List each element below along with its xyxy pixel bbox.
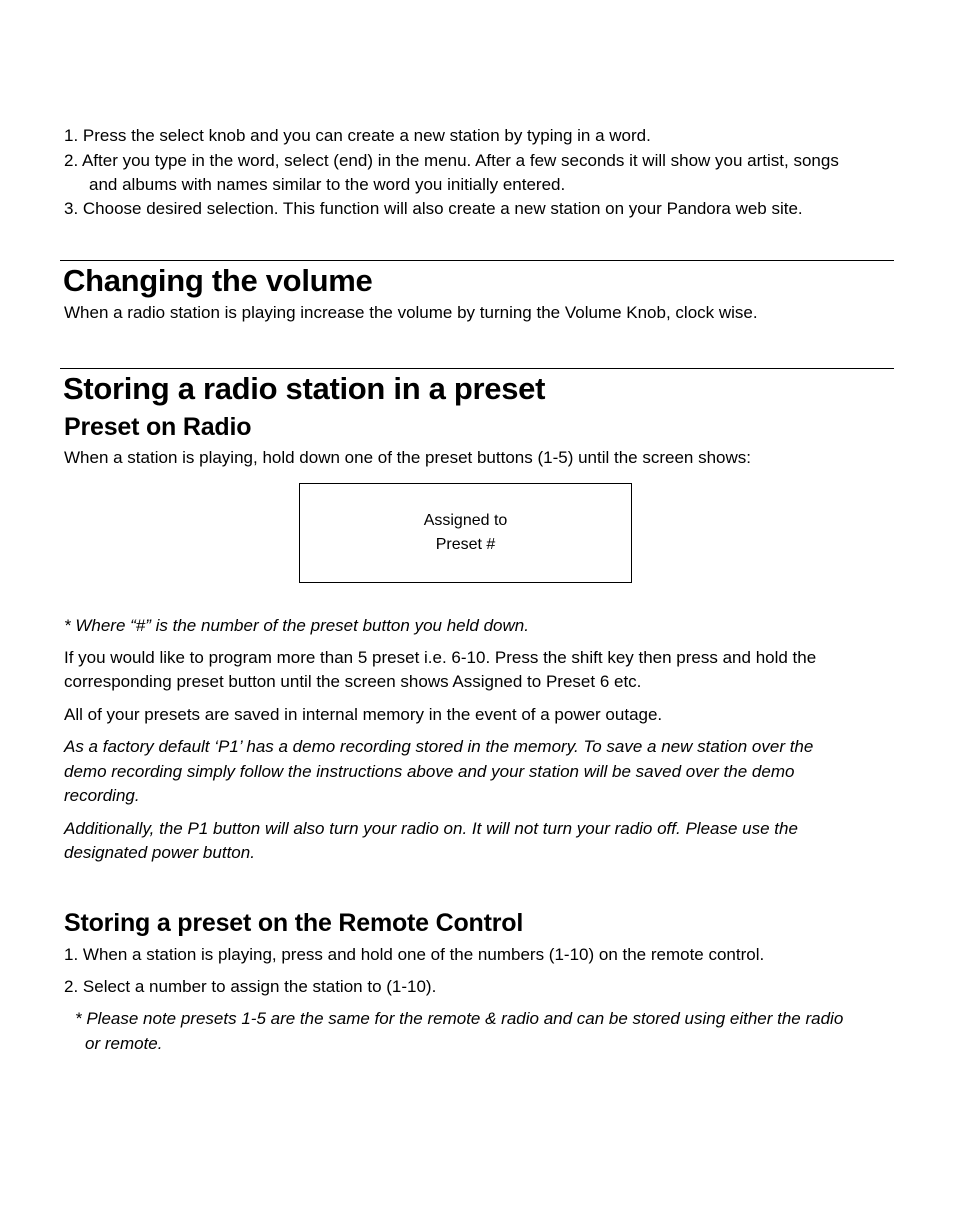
screen-line-assigned: Assigned to (423, 512, 508, 529)
preset-number-note: * Where “#” is the number of the preset button you held down. (64, 616, 529, 635)
shift-key-instructions-line-1: If you would like to program more than 5 preset i.e. 6-10. Press the shift key then press and hold the (64, 648, 817, 667)
section-divider-storing (60, 368, 894, 369)
remote-step-1: 1. When a station is playing, press and hold one of the numbers (1-10) on the remote control. (64, 945, 765, 964)
factory-default-note-line-3: recording. (64, 786, 140, 805)
shift-key-instructions-line-2: corresponding preset button until the screen shows Assigned to Preset 6 etc. (64, 672, 642, 691)
pandora-step-2-continued: and albums with names similar to the word you initially entered. (89, 175, 566, 194)
p1-button-note-line-1: Additionally, the P1 button will also turn your radio on. It will not turn your radio off. Please use the (64, 819, 798, 838)
pandora-step-3: 3. Choose desired selection. This function will also create a new station on your Pandora web site. (64, 199, 803, 218)
pandora-step-1: 1. Press the select knob and you can create a new station by typing in a word. (64, 126, 651, 145)
pandora-step-2: 2. After you type in the word, select (end) in the menu. After a few seconds it will show you artist, songs (64, 151, 839, 170)
remote-presets-note-line-2: or remote. (85, 1034, 163, 1053)
heading-storing-preset: Storing a radio station in a preset (63, 371, 546, 406)
factory-default-note-line-2: demo recording simply follow the instructions above and your station will be saved over the demo (64, 762, 795, 781)
preset-radio-intro: When a station is playing, hold down one of the preset buttons (1-5) until the screen shows: (64, 448, 752, 467)
p1-button-note-line-2: designated power button. (64, 843, 255, 862)
screen-line-preset: Preset # (435, 536, 496, 553)
memory-note: All of your presets are saved in internal memory in the event of a power outage. (64, 705, 663, 724)
section-divider-volume (60, 260, 894, 261)
radio-screen-display (299, 483, 632, 583)
volume-instructions: When a radio station is playing increase the volume by turning the Volume Knob, clock wise. (64, 303, 758, 322)
subheading-preset-on-radio: Preset on Radio (64, 413, 252, 441)
factory-default-note-line-1: As a factory default ‘P1’ has a demo recording stored in the memory. To save a new station over the (64, 737, 814, 756)
remote-presets-note-line-1: * Please note presets 1-5 are the same for the remote & radio and can be stored using either the radio (75, 1009, 844, 1028)
subheading-remote-control: Storing a preset on the Remote Control (64, 909, 524, 937)
remote-step-2: 2. Select a number to assign the station to (1-10). (64, 977, 437, 996)
heading-changing-volume: Changing the volume (63, 263, 373, 298)
